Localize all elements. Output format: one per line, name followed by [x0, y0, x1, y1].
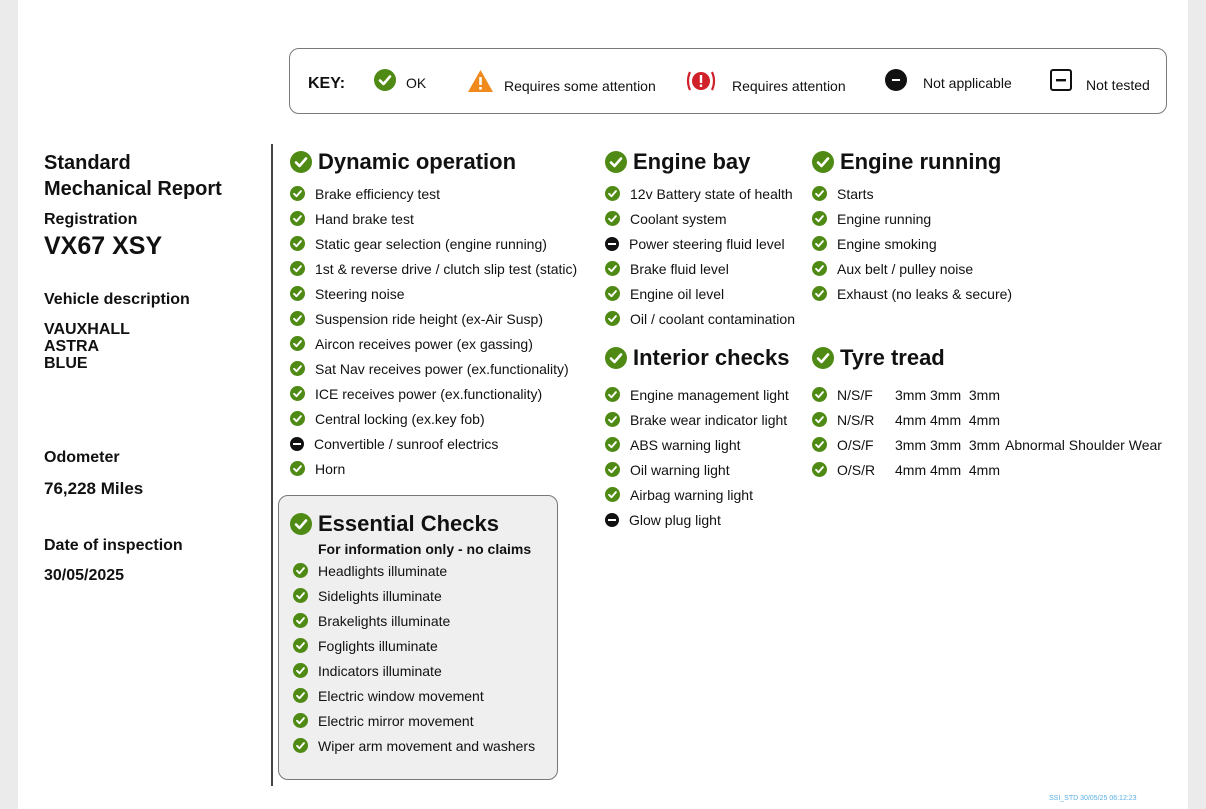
check-item-label: Horn [315, 460, 346, 477]
report-title-line2: Mechanical Report [44, 178, 222, 200]
ok-check-icon [812, 186, 827, 201]
ok-check-icon [812, 286, 827, 301]
check-item-label: Hand brake test [315, 210, 414, 227]
check-item-label: 1st & reverse drive / clutch slip test (static) [315, 260, 578, 277]
vehicle-model: ASTRA [44, 338, 100, 355]
tyre-tread-list [812, 382, 1162, 482]
ok-check-icon [290, 461, 305, 476]
engine-bay-heading [605, 148, 795, 176]
ok-check-icon [290, 361, 305, 376]
check-item [290, 306, 577, 331]
ok-check-icon [290, 211, 305, 226]
key-label-not-tested: Not tested [1086, 76, 1150, 93]
ok-check-icon [812, 412, 827, 427]
check-item-label: Aircon receives power (ex gassing) [315, 335, 533, 352]
check-item [605, 407, 790, 432]
check-item [290, 381, 577, 406]
check-item [605, 181, 795, 206]
ok-check-icon [290, 151, 312, 173]
not-applicable-icon [885, 69, 907, 91]
check-item-label: Coolant system [630, 210, 727, 227]
tyre-row [812, 407, 1162, 432]
report-title [44, 150, 222, 202]
tyre-row [812, 457, 1162, 482]
check-item [290, 256, 577, 281]
ok-check-icon [293, 588, 308, 603]
ok-check-icon [605, 261, 620, 276]
check-item [605, 206, 795, 231]
not-tested-icon [1050, 69, 1072, 94]
check-item [605, 457, 790, 482]
check-item-label: Indicators illuminate [318, 662, 442, 679]
ok-check-icon [812, 347, 834, 369]
check-item [290, 181, 577, 206]
ok-check-icon [290, 236, 305, 251]
not-applicable-icon [605, 513, 619, 527]
essential-checks-title: Essential Checks [318, 511, 499, 536]
engine-running-heading [812, 148, 1012, 176]
check-item-label: Steering noise [315, 285, 405, 302]
key-label-ok: OK [406, 75, 427, 91]
vehicle-description [44, 321, 130, 372]
odometer-value: 76,228 Miles [44, 479, 144, 498]
check-item-label: ABS warning light [630, 436, 741, 453]
inspection-date-value: 30/05/2025 [44, 567, 125, 584]
not-applicable-icon [290, 437, 304, 451]
check-item-label: Engine management light [630, 386, 789, 403]
ok-check-icon [605, 412, 620, 427]
ok-check-icon [812, 387, 827, 402]
check-item [293, 583, 535, 608]
engine-bay-list [605, 181, 795, 331]
check-item-label: ICE receives power (ex.functionality) [315, 385, 543, 402]
ok-check-icon [605, 151, 627, 173]
check-item-label: Suspension ride height (ex-Air Susp) [315, 310, 544, 327]
ok-check-icon [605, 186, 620, 201]
key-legend [289, 48, 1167, 114]
ok-check-icon [290, 411, 305, 426]
check-item [605, 306, 795, 331]
check-item-label: Aux belt / pulley noise [837, 260, 974, 277]
ok-check-icon [605, 437, 620, 452]
check-item [605, 482, 790, 507]
check-item-label: Engine oil level [630, 285, 725, 302]
check-item-label: Exhaust (no leaks & secure) [837, 285, 1013, 302]
column-divider [271, 144, 273, 786]
key-label-not-applicable: Not applicable [923, 75, 1012, 91]
tyre-depths: 4mm 4mm 4mm [895, 411, 1000, 428]
essential-checks-panel [278, 495, 558, 780]
check-item [293, 708, 535, 733]
ok-check-icon [293, 638, 308, 653]
check-item-label: Brake wear indicator light [630, 411, 788, 428]
ok-check-icon [605, 211, 620, 226]
ok-check-icon [290, 261, 305, 276]
key-item-attention [686, 69, 846, 96]
tyre-tread-heading [812, 344, 1162, 372]
check-item-label: 12v Battery state of health [630, 185, 793, 202]
tyre-position: O/S/R [837, 461, 876, 478]
check-item-label: Central locking (ex.key fob) [315, 410, 485, 427]
check-item [293, 658, 535, 683]
check-item [605, 382, 790, 407]
check-item-label: Oil / coolant contamination [630, 310, 795, 327]
check-item-label: Static gear selection (engine running) [315, 235, 547, 252]
check-item [293, 733, 535, 758]
check-item-label: Starts [837, 185, 874, 202]
interior-checks-title: Interior checks [633, 345, 790, 370]
warning-triangle-icon [467, 69, 494, 96]
check-item [812, 206, 1012, 231]
check-item [290, 431, 577, 456]
not-applicable-icon [605, 237, 619, 251]
check-item-label: Brakelights illuminate [318, 612, 451, 629]
check-item [605, 231, 795, 256]
check-item [812, 281, 1012, 306]
registration-label: Registration [44, 211, 138, 228]
dynamic-operation-section [290, 148, 577, 481]
check-item [812, 256, 1012, 281]
check-item [290, 331, 577, 356]
ok-check-icon [293, 713, 308, 728]
interior-checks-heading [605, 344, 790, 372]
tyre-row [812, 432, 1162, 457]
engine-bay-title: Engine bay [633, 149, 751, 174]
ok-check-icon [293, 688, 308, 703]
registration-value: VX67 XSY [44, 232, 163, 260]
check-item [290, 456, 577, 481]
check-item-label: Foglights illuminate [318, 637, 438, 654]
tyre-row [812, 382, 1162, 407]
check-item [293, 608, 535, 633]
ok-check-icon [293, 738, 308, 753]
dynamic-operation-list [290, 181, 577, 481]
ok-check-icon [290, 386, 305, 401]
ok-check-icon [605, 311, 620, 326]
check-item [290, 281, 577, 306]
check-item [605, 432, 790, 457]
ok-check-icon [290, 336, 305, 351]
key-item-some-attention [467, 69, 656, 96]
tyre-tread-title: Tyre tread [840, 345, 945, 370]
check-item-label: Headlights illuminate [318, 562, 448, 579]
essential-checks-subheading: For information only - no claims [318, 541, 532, 557]
key-item-not-tested [1050, 69, 1150, 94]
check-item-label: Oil warning light [630, 461, 730, 478]
ok-check-icon [812, 261, 827, 276]
ok-check-icon [293, 663, 308, 678]
check-item [605, 256, 795, 281]
interior-checks-section [605, 344, 790, 532]
ok-check-icon [812, 437, 827, 452]
check-item [293, 633, 535, 658]
ok-check-icon [812, 236, 827, 251]
tyre-position: O/S/F [837, 436, 874, 453]
check-item-label: Power steering fluid level [629, 235, 785, 252]
report-title-line1: Standard [44, 152, 131, 174]
check-item-label: Sat Nav receives power (ex.functionality) [315, 360, 569, 377]
ok-check-icon [605, 387, 620, 402]
tyre-position: N/S/F [837, 386, 873, 403]
key-label-some-attention: Requires some attention [504, 77, 656, 94]
tyre-tread-section [812, 344, 1162, 482]
check-item-label: Brake fluid level [630, 260, 729, 277]
engine-running-section [812, 148, 1012, 306]
check-item [293, 683, 535, 708]
dynamic-operation-heading [290, 148, 577, 176]
check-item-label: Brake efficiency test [315, 185, 441, 202]
key-label-attention: Requires attention [732, 77, 846, 94]
alert-exclamation-icon [686, 69, 716, 96]
ok-check-icon [290, 186, 305, 201]
check-item [290, 406, 577, 431]
ok-check-icon [812, 151, 834, 173]
engine-running-title: Engine running [840, 149, 1002, 174]
tyre-depths: 4mm 4mm 4mm [895, 461, 1000, 478]
ok-check-icon [605, 286, 620, 301]
check-item [812, 181, 1012, 206]
check-item [290, 206, 577, 231]
check-item [812, 231, 1012, 256]
check-item-label: Electric window movement [318, 687, 484, 704]
ok-check-icon [605, 487, 620, 502]
vehicle-description-label: Vehicle description [44, 291, 190, 308]
tyre-depths: 3mm 3mm 3mm [895, 436, 1000, 453]
ok-check-icon [290, 513, 312, 535]
tyre-position: N/S/R [837, 411, 875, 428]
tyre-depths: 3mm 3mm 3mm [895, 386, 1000, 403]
engine-running-list [812, 181, 1012, 306]
vehicle-make: VAUXHALL [44, 321, 130, 338]
key-item-not-applicable [885, 69, 1012, 91]
check-item-label: Sidelights illuminate [318, 587, 442, 604]
ok-check-icon [812, 462, 827, 477]
check-item-label: Convertible / sunroof electrics [314, 435, 499, 452]
engine-bay-section [605, 148, 795, 331]
check-item [290, 231, 577, 256]
check-item [293, 558, 535, 583]
check-item [605, 507, 790, 532]
ok-check-icon [374, 69, 396, 91]
ok-check-icon [812, 211, 827, 226]
check-item-label: Electric mirror movement [318, 712, 474, 729]
dynamic-operation-title: Dynamic operation [318, 149, 517, 174]
vehicle-colour: BLUE [44, 355, 88, 372]
check-item-label: Wiper arm movement and washers [318, 737, 536, 754]
check-item-label: Engine running [837, 210, 932, 227]
ok-check-icon [290, 286, 305, 301]
odometer-label: Odometer [44, 449, 120, 466]
check-item-label: Airbag warning light [630, 486, 753, 503]
ok-check-icon [290, 311, 305, 326]
essential-checks-heading [290, 510, 499, 538]
check-item-label: Glow plug light [629, 511, 721, 528]
ok-check-icon [605, 462, 620, 477]
tyre-note: Abnormal Shoulder Wear [1005, 436, 1162, 453]
essential-checks-list [293, 558, 535, 758]
check-item-label: Engine smoking [837, 235, 937, 252]
footer-stamp: SSI_STD 30/05/25 06:12:23 [1049, 795, 1137, 802]
ok-check-icon [293, 613, 308, 628]
check-item [290, 356, 577, 381]
inspection-date-label: Date of inspection [44, 537, 183, 554]
key-item-ok [374, 69, 426, 91]
report-page [18, 0, 1188, 809]
interior-checks-list [605, 382, 790, 532]
ok-check-icon [605, 347, 627, 369]
key-title: KEY: [308, 75, 346, 92]
check-item [605, 281, 795, 306]
ok-check-icon [293, 563, 308, 578]
